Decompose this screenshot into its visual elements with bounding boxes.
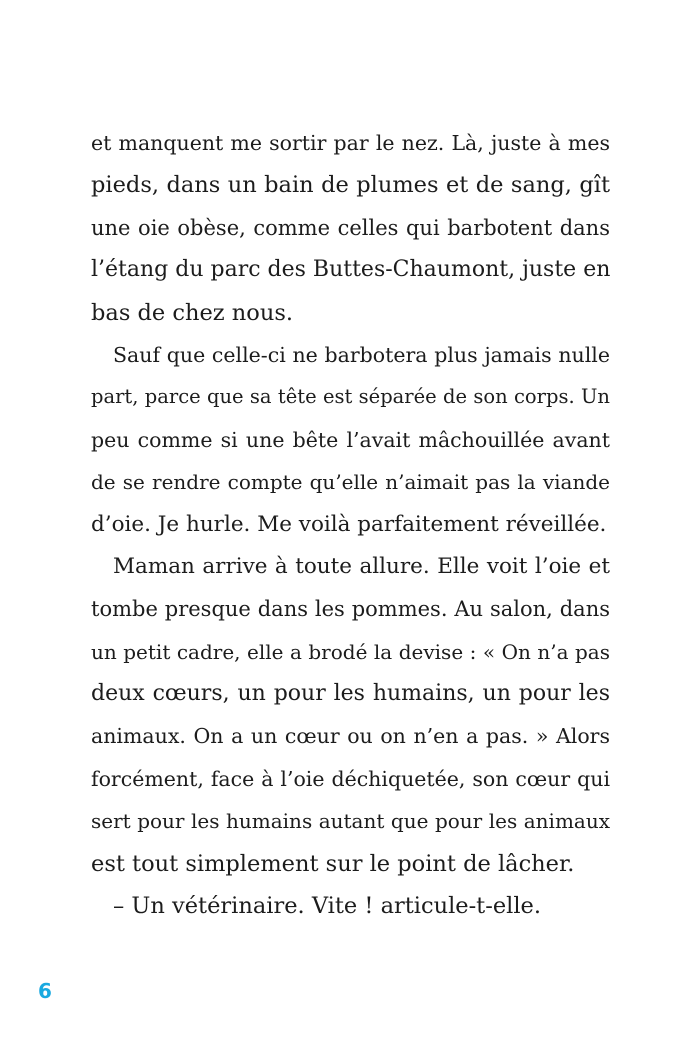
text-line: de se rendre compte qu’elle n’aimait pas la viande: [91, 470, 610, 495]
text-line: l’étang du parc des Buttes-Chaumont, juste en: [91, 257, 611, 283]
text-line: deux cœurs, un pour les humains, un pour les: [91, 681, 610, 707]
text-line: et manquent me sortir par le nez. Là, juste à mes: [91, 131, 610, 155]
dialogue-line: – Un vétérinaire. Vite ! articule-t-elle.: [113, 893, 542, 920]
text-line: Sauf que celle-ci ne barbotera plus jamais nulle: [113, 342, 610, 367]
text-line: tombe presque dans les pommes. Au salon, dans: [91, 597, 610, 622]
text-line: d’oie. Je hurle. Me voilà parfaitement réveillée.: [91, 511, 607, 537]
text-line: animaux. On a un cœur ou on n’en a pas. » Alors: [91, 724, 610, 749]
text-line: une oie obèse, comme celles qui barbotent dans: [91, 215, 610, 240]
page-number: 6: [38, 979, 52, 1003]
text-line: Maman arrive à toute allure. Elle voit l’oie et: [113, 553, 610, 579]
text-line: pieds, dans un bain de plumes et de sang, gît: [91, 172, 610, 199]
text-line: sert pour les humains autant que pour les animaux: [91, 809, 610, 834]
text-line: forcément, face à l’oie déchiquetée, son cœur qui: [91, 766, 610, 791]
body-text: [91, 122, 610, 927]
text-line: bas de chez nous.: [91, 299, 294, 326]
text-line: peu comme si une bête l’avait mâchouillée avant: [91, 427, 610, 452]
text-line: est tout simplement sur le point de lâcher.: [91, 850, 575, 877]
text-line: part, parce que sa tête est séparée de son corps. Un: [91, 385, 610, 409]
text-line: un petit cadre, elle a brodé la devise : « On n’a pas: [91, 639, 610, 664]
